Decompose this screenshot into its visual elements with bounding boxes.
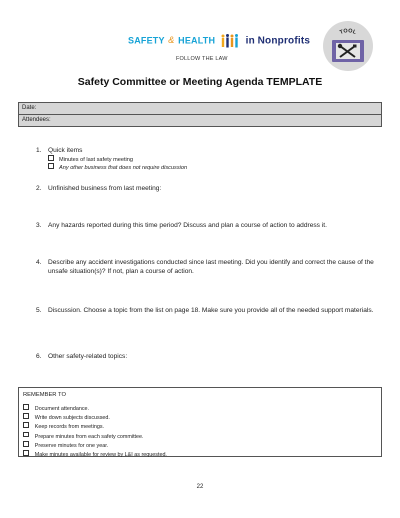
- agenda-item-2: 2. Unfinished business from last meeting:: [36, 185, 162, 192]
- agenda-item-1: 1. Quick items: [36, 147, 83, 154]
- quick-item-minutes: Minutes of last safety meeting: [48, 155, 133, 164]
- safety-health-nonprofits-logo: SAFETY & HEALTH in Nonprofits: [128, 35, 311, 47]
- checkbox[interactable]: [48, 155, 54, 161]
- meeting-info-box: [18, 102, 382, 127]
- attendees-field[interactable]: Attendees:: [19, 114, 381, 126]
- checkbox[interactable]: [23, 422, 29, 428]
- list-item: Make minutes available for review by L&I as requested.: [23, 450, 167, 459]
- checkbox[interactable]: [48, 163, 54, 169]
- quick-item-other-business: Any other business that does not require discussion: [48, 163, 187, 172]
- remember-list: [23, 404, 167, 459]
- list-item: Write down subjects discussed.: [23, 413, 167, 422]
- list-item: Document attendance.: [23, 404, 167, 413]
- checkbox[interactable]: [23, 404, 29, 410]
- agenda-item-6: 6. Other safety-related topics:: [36, 353, 128, 360]
- list-item: Preserve minutes for one year.: [23, 441, 167, 450]
- page-header: [0, 0, 400, 75]
- remember-title: REMEMBER TO: [23, 392, 66, 398]
- remember-box: [18, 387, 382, 457]
- checkbox[interactable]: [23, 432, 29, 438]
- page-title: Safety Committee or Meeting Agenda TEMPLATE: [77, 76, 323, 88]
- tool-badge: [322, 20, 374, 72]
- checkbox[interactable]: [23, 441, 29, 447]
- agenda-item-3: 3. Any hazards reported during this time period? Discuss and plan a course of action to address it.: [36, 222, 327, 229]
- date-field[interactable]: Date:: [19, 103, 381, 114]
- page-number: 22: [196, 484, 204, 490]
- people-icon: [221, 34, 241, 48]
- checkbox[interactable]: [23, 450, 29, 456]
- tool-badge-label: TOOL: [339, 28, 357, 36]
- checkbox[interactable]: [23, 413, 29, 419]
- list-item: Prepare minutes from each safety committee.: [23, 432, 167, 441]
- agenda-item-5: 5. Discussion. Choose a topic from the list on page 18. Make sure you provide all of the needed support materials.: [36, 307, 374, 314]
- tagline: FOLLOW THE LAW: [176, 56, 228, 62]
- agenda-item-4: 4. Describe any accident investigations conducted since last meeting. Did you identify and correct the cause of the unsafe situation(s)? If not, plan a course of action.: [36, 259, 374, 275]
- list-item: Keep records from meetings.: [23, 422, 167, 431]
